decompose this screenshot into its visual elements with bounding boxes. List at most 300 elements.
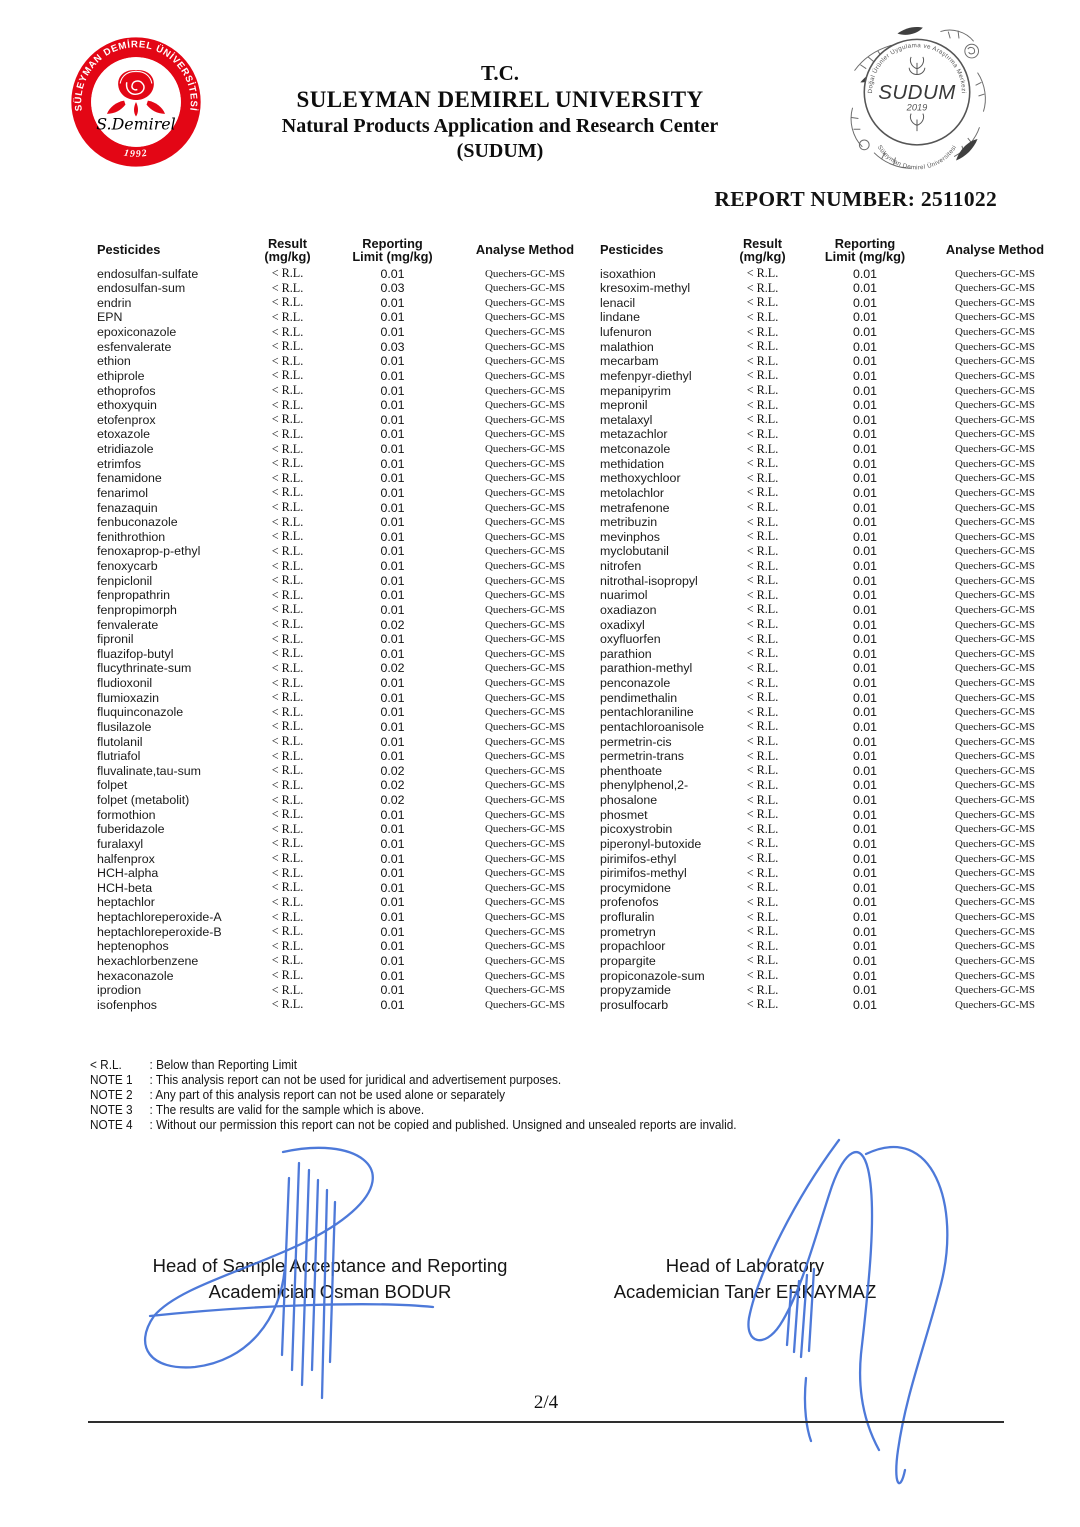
- reporting-limit-value: 0.01: [852, 676, 878, 690]
- result-value: < R.L.: [746, 748, 779, 763]
- table-row: [97, 573, 580, 588]
- result-value: < R.L.: [746, 675, 779, 690]
- table-row: [97, 851, 580, 866]
- pesticide-name: hexaconazole: [97, 968, 174, 983]
- column-header-result-line2: (mg/kg): [264, 249, 311, 264]
- reporting-limit-value: 0.01: [380, 895, 405, 910]
- table-row: [600, 719, 1050, 734]
- analyse-method-value: Quechers-GC-MS: [954, 969, 1036, 982]
- reporting-limit-value: 0.01: [380, 734, 405, 749]
- university-seal-year: 1992: [123, 147, 149, 160]
- result-value: < R.L.: [746, 924, 779, 939]
- sudum-seal-name: SUDUM: [878, 80, 956, 104]
- reporting-limit-value: 0.01: [852, 266, 878, 281]
- result-value: < R.L.: [746, 807, 779, 822]
- result-value: < R.L.: [271, 865, 304, 880]
- result-value: < R.L.: [271, 792, 304, 807]
- pesticide-name: picoxystrobin: [600, 822, 673, 837]
- analyse-method-value: Quechers-GC-MS: [954, 589, 1036, 602]
- pesticide-name: profluralin: [600, 910, 655, 924]
- table-header: [97, 234, 580, 266]
- pesticide-name: nitrothal-isopropyl: [600, 573, 698, 588]
- analyse-method-value: Quechers-GC-MS: [954, 881, 1036, 894]
- pesticide-name: fluvalinate,tau-sum: [97, 763, 201, 778]
- table-row: [600, 939, 1050, 954]
- reporting-limit-value: 0.01: [852, 836, 878, 851]
- footer-divider: [88, 1421, 1004, 1423]
- founder-signature-text: S.Demirel: [96, 114, 176, 134]
- table-row: [600, 281, 1050, 296]
- result-value: < R.L.: [271, 734, 304, 748]
- result-value: < R.L.: [271, 602, 304, 617]
- pesticide-name: flucythrinate-sum: [97, 661, 192, 676]
- table-row: [97, 661, 580, 676]
- column-header-limit-line1: Reporting: [362, 235, 423, 251]
- table-row: [600, 602, 1050, 617]
- pesticide-name: EPN: [97, 310, 123, 325]
- reporting-limit-value: 0.01: [380, 368, 405, 383]
- table-row: [97, 500, 580, 515]
- result-value: < R.L.: [271, 704, 304, 719]
- result-value: < R.L.: [746, 982, 779, 997]
- analyse-method-value: Quechers-GC-MS: [484, 282, 566, 295]
- column-header-analyse-method: Analyse Method: [475, 242, 575, 258]
- reporting-limit-value: 0.01: [852, 383, 878, 398]
- pesticide-name: kresoxim-methyl: [600, 281, 691, 296]
- note-line: [90, 1103, 737, 1118]
- signature-ink-right: [748, 1140, 947, 1483]
- pesticide-name: lenacil: [600, 295, 636, 310]
- reporting-limit-value: 0.01: [852, 939, 878, 954]
- reporting-limit-value: 0.01: [380, 325, 405, 339]
- analyse-method-value: Quechers-GC-MS: [954, 384, 1036, 397]
- reporting-limit-value: 0.01: [380, 851, 405, 866]
- reporting-limit-value: 0.01: [380, 749, 405, 764]
- analyse-method-value: Quechers-GC-MS: [484, 706, 566, 719]
- result-value: < R.L.: [271, 543, 304, 558]
- column-header-result-line2: (mg/kg): [739, 249, 786, 264]
- reporting-limit-value: 0.01: [852, 529, 878, 544]
- analyse-method-value: Quechers-GC-MS: [484, 355, 566, 368]
- reporting-limit-value: 0.01: [852, 983, 878, 998]
- reporting-limit-value: 0.01: [380, 968, 405, 983]
- result-value: < R.L.: [746, 295, 779, 310]
- reporting-limit-value: 0.01: [852, 793, 878, 807]
- result-value: < R.L.: [271, 309, 304, 324]
- result-value: < R.L.: [271, 339, 304, 354]
- result-value: < R.L.: [271, 485, 304, 500]
- reporting-limit-value: 0.01: [852, 807, 878, 822]
- table-row: [97, 705, 580, 720]
- result-value: < R.L.: [271, 748, 304, 763]
- analyse-method-value: Quechers-GC-MS: [484, 296, 566, 309]
- result-value: < R.L.: [271, 617, 304, 631]
- analyse-method-value: Quechers-GC-MS: [484, 369, 566, 382]
- table-row: [97, 412, 580, 427]
- result-value: < R.L.: [271, 660, 304, 675]
- table-row: [97, 310, 580, 325]
- pesticide-name: endosulfan-sulfate: [97, 266, 199, 281]
- table-row: [600, 368, 1050, 383]
- analyse-method-value: Quechers-GC-MS: [484, 560, 566, 572]
- analyse-method-value: Quechers-GC-MS: [954, 662, 1036, 675]
- table-row: [600, 456, 1050, 471]
- pesticide-name: isofenphos: [97, 997, 157, 1012]
- analyse-method-value: Quechers-GC-MS: [954, 486, 1036, 499]
- signature-right-name: Academician Taner ERKAYMAZ: [613, 1280, 877, 1302]
- result-value: < R.L.: [271, 690, 304, 705]
- note-line: [90, 1073, 737, 1088]
- result-value: < R.L.: [271, 982, 304, 997]
- analyse-method-value: Quechers-GC-MS: [484, 735, 566, 748]
- pesticide-name: mecarbam: [600, 354, 659, 369]
- pesticide-name: metconazole: [600, 442, 671, 456]
- university-seal-logo: [70, 36, 202, 168]
- pesticide-name: isoxathion: [600, 266, 656, 281]
- reporting-limit-value: 0.01: [852, 749, 878, 764]
- reporting-limit-value: 0.01: [852, 880, 878, 895]
- reporting-limit-value: 0.01: [852, 339, 878, 354]
- table-row: [600, 924, 1050, 939]
- table-row: [600, 632, 1050, 647]
- table-row: [600, 485, 1050, 500]
- pesticide-name: parathion: [600, 646, 652, 661]
- reporting-limit-value: 0.01: [852, 910, 878, 924]
- analyse-method-value: Quechers-GC-MS: [484, 603, 566, 616]
- column-header-reporting-limit: [790, 237, 940, 264]
- page-number: 2/4: [533, 1392, 559, 1413]
- result-value: < R.L.: [271, 880, 304, 895]
- note-term: NOTE 4: [90, 1117, 133, 1132]
- result-value: < R.L.: [746, 836, 779, 851]
- pesticide-name: heptachloreperoxide-B: [97, 924, 222, 939]
- pesticide-name: procymidone: [600, 880, 671, 895]
- result-value: < R.L.: [271, 777, 304, 792]
- table-row: [600, 573, 1050, 588]
- reporting-limit-value: 0.01: [852, 442, 878, 456]
- table-row: [97, 646, 580, 661]
- pesticide-name: propachloor: [600, 939, 666, 954]
- table-row: [97, 836, 580, 851]
- analyse-method-value: Quechers-GC-MS: [954, 399, 1036, 412]
- result-value: < R.L.: [271, 266, 304, 280]
- pesticide-name: fuberidazole: [97, 822, 165, 837]
- analyse-method-value: Quechers-GC-MS: [484, 969, 566, 982]
- pesticide-name: metrafenone: [600, 500, 670, 515]
- analyse-method-value: Quechers-GC-MS: [954, 618, 1036, 631]
- pesticide-name: phosalone: [600, 793, 658, 807]
- result-value: < R.L.: [271, 514, 304, 529]
- result-value: < R.L.: [271, 719, 304, 734]
- analyse-method-value: Quechers-GC-MS: [484, 954, 566, 967]
- reporting-limit-value: 0.01: [380, 602, 405, 617]
- header-sudum-line: (SUDUM): [456, 140, 544, 162]
- reporting-limit-value: 0.01: [380, 822, 405, 837]
- table-row: [600, 836, 1050, 851]
- pesticide-name: phenylphenol,2-: [600, 778, 689, 793]
- table-row: [97, 281, 580, 296]
- table-row: [97, 339, 580, 354]
- result-value: < R.L.: [271, 851, 304, 865]
- reporting-limit-value: 0.01: [380, 705, 405, 720]
- analyse-method-value: Quechers-GC-MS: [484, 852, 566, 865]
- reporting-limit-value: 0.01: [380, 588, 405, 603]
- analyse-method-value: Quechers-GC-MS: [484, 837, 566, 850]
- analyse-method-value: Quechers-GC-MS: [954, 413, 1036, 426]
- analyse-method-value: Quechers-GC-MS: [484, 867, 566, 880]
- pesticide-name: lufenuron: [600, 325, 652, 339]
- reporting-limit-value: 0.01: [852, 310, 878, 325]
- analyse-method-value: Quechers-GC-MS: [954, 808, 1036, 821]
- reporting-limit-value: 0.01: [380, 880, 405, 895]
- analyse-method-value: Quechers-GC-MS: [954, 998, 1036, 1011]
- table-row: [600, 822, 1050, 837]
- analyse-method-value: Quechers-GC-MS: [484, 326, 566, 338]
- result-value: < R.L.: [746, 690, 779, 705]
- analyse-method-value: Quechers-GC-MS: [484, 984, 566, 997]
- pesticide-name: pentachloroanisole: [600, 719, 705, 734]
- note-text: : This analysis report can not be used for juridical and advertisement purposes.: [149, 1072, 562, 1087]
- note-text: : Below than Reporting Limit: [149, 1058, 298, 1072]
- pesticide-name: penconazole: [600, 676, 671, 690]
- reporting-limit-value: 0.01: [852, 354, 878, 369]
- result-value: < R.L.: [746, 529, 779, 544]
- pesticide-name: flumioxazin: [97, 690, 159, 705]
- analyse-method-value: Quechers-GC-MS: [954, 428, 1036, 441]
- reporting-limit-value: 0.01: [380, 924, 405, 939]
- result-value: < R.L.: [271, 997, 304, 1012]
- analyse-method-value: Quechers-GC-MS: [484, 574, 566, 587]
- reporting-limit-value: 0.01: [852, 471, 878, 486]
- reporting-limit-value: 0.01: [852, 588, 878, 603]
- table-row: [600, 588, 1050, 603]
- analyse-method-value: Quechers-GC-MS: [484, 677, 566, 689]
- pesticide-name: ethoprofos: [97, 383, 156, 398]
- reporting-limit-value: 0.02: [380, 661, 405, 676]
- analyse-method-value: Quechers-GC-MS: [954, 282, 1036, 295]
- reporting-limit-value: 0.01: [852, 427, 878, 442]
- pesticide-name: mevinphos: [600, 529, 660, 544]
- reporting-limit-value: 0.01: [852, 734, 878, 749]
- university-seal-ring-text: SÜLEYMAN DEMİREL ÜNİVERSİTESİ: [73, 39, 199, 112]
- pesticide-name: lindane: [600, 310, 640, 325]
- table-row: [600, 983, 1050, 998]
- table-row: [600, 749, 1050, 764]
- pesticide-name: hexachlorbenzene: [97, 953, 199, 968]
- reporting-limit-value: 0.01: [852, 705, 878, 720]
- table-row: [97, 515, 580, 530]
- pesticide-name: nitrofen: [600, 559, 642, 573]
- result-value: < R.L.: [271, 909, 304, 924]
- pesticide-name: heptachloreperoxide-A: [97, 910, 222, 924]
- analyse-method-value: Quechers-GC-MS: [954, 443, 1036, 455]
- pesticide-name: endosulfan-sum: [97, 281, 186, 296]
- result-value: < R.L.: [746, 865, 779, 880]
- table-row: [97, 559, 580, 574]
- analyse-method-value: Quechers-GC-MS: [484, 779, 566, 792]
- note-term: NOTE 1: [90, 1072, 133, 1087]
- table-row: [97, 368, 580, 383]
- signature-left-name: Academician Osman BODUR: [208, 1280, 452, 1302]
- pesticide-name: permetrin-trans: [600, 749, 685, 764]
- reporting-limit-value: 0.01: [380, 500, 405, 515]
- result-value: < R.L.: [746, 383, 779, 397]
- analyse-method-value: Quechers-GC-MS: [484, 750, 566, 763]
- reporting-limit-value: 0.02: [380, 778, 405, 793]
- pesticide-name: fipronil: [97, 632, 134, 647]
- analyse-method-value: Quechers-GC-MS: [954, 911, 1036, 923]
- table-row: [600, 354, 1050, 369]
- reporting-limit-value: 0.01: [380, 383, 405, 398]
- result-value: < R.L.: [271, 675, 304, 690]
- pesticide-name: fenarimol: [97, 485, 148, 500]
- result-value: < R.L.: [746, 602, 779, 617]
- table-row: [600, 953, 1050, 968]
- result-value: < R.L.: [746, 426, 779, 441]
- table-row: [97, 910, 580, 925]
- pesticide-name: propyzamide: [600, 983, 671, 998]
- result-value: < R.L.: [271, 353, 304, 368]
- result-value: < R.L.: [746, 617, 779, 631]
- analyse-method-value: Quechers-GC-MS: [484, 589, 566, 602]
- result-value: < R.L.: [746, 266, 779, 280]
- table-row: [97, 485, 580, 500]
- table-row: [600, 295, 1050, 310]
- analyse-method-value: Quechers-GC-MS: [954, 720, 1036, 733]
- table-row: [600, 500, 1050, 515]
- column-header-result-line1: Result: [742, 235, 783, 251]
- reporting-limit-value: 0.01: [852, 398, 878, 413]
- signature-right-title: Head of Laboratory: [665, 1255, 825, 1276]
- pesticide-name: pendimethalin: [600, 690, 678, 705]
- table-row: [600, 676, 1050, 691]
- reporting-limit-value: 0.01: [380, 646, 405, 661]
- reporting-limit-value: 0.01: [852, 281, 878, 296]
- analyse-method-value: Quechers-GC-MS: [954, 735, 1036, 748]
- table-row: [600, 471, 1050, 486]
- reporting-limit-value: 0.01: [852, 924, 878, 939]
- result-value: < R.L.: [746, 573, 779, 588]
- result-value: < R.L.: [271, 529, 304, 544]
- pesticide-name: mefenpyr-diethyl: [600, 368, 692, 383]
- analyse-method-value: Quechers-GC-MS: [954, 574, 1036, 587]
- result-value: < R.L.: [746, 470, 779, 485]
- table-row: [600, 880, 1050, 895]
- result-value: < R.L.: [271, 938, 304, 953]
- analyse-method-value: Quechers-GC-MS: [954, 603, 1036, 616]
- column-header-pesticides: Pesticides: [600, 242, 664, 258]
- table-row: [97, 456, 580, 471]
- table-row: [97, 924, 580, 939]
- column-header-result: [260, 237, 315, 264]
- result-value: < R.L.: [271, 924, 304, 939]
- pesticide-name: fluazifop-butyl: [97, 646, 174, 661]
- result-value: < R.L.: [271, 397, 304, 412]
- analyse-method-value: Quechers-GC-MS: [484, 662, 566, 675]
- analyse-method-value: Quechers-GC-MS: [954, 355, 1036, 368]
- analyse-method-value: Quechers-GC-MS: [954, 340, 1036, 353]
- column-header-limit-line2: Limit (mg/kg): [824, 249, 906, 264]
- table-row: [600, 529, 1050, 544]
- pesticide-name: propiconazole-sum: [600, 968, 705, 983]
- reporting-limit-value: 0.01: [380, 807, 405, 822]
- note-text: : Any part of this analysis report can not be used alone or separately: [149, 1087, 506, 1102]
- pesticide-name: ethiprole: [97, 368, 145, 383]
- table-row: [600, 398, 1050, 413]
- table-row: [97, 895, 580, 910]
- table-row: [97, 602, 580, 617]
- result-value: < R.L.: [271, 558, 304, 573]
- result-value: < R.L.: [746, 412, 779, 427]
- table-row: [600, 383, 1050, 398]
- reporting-limit-value: 0.01: [852, 646, 878, 661]
- analyse-method-value: Quechers-GC-MS: [484, 925, 566, 938]
- table-row: [600, 734, 1050, 749]
- result-value: < R.L.: [746, 909, 779, 924]
- header-tc-line: T.C.: [480, 61, 520, 85]
- reporting-limit-value: 0.03: [380, 281, 405, 296]
- result-value: < R.L.: [271, 456, 304, 471]
- table-row: [600, 690, 1050, 705]
- result-value: < R.L.: [746, 280, 779, 295]
- note-text: : Without our permission this report can not be copied and published. Unsigned and unsealed reports are invalid.: [149, 1117, 737, 1132]
- analyse-method-value: Quechers-GC-MS: [484, 399, 566, 412]
- column-header-reporting-limit: [315, 237, 470, 264]
- sudum-seal-bottom-text: Süleyman Demirel Üniversitesi: [875, 143, 959, 172]
- analyse-method-value: Quechers-GC-MS: [484, 516, 566, 529]
- result-value: < R.L.: [271, 470, 304, 485]
- pesticide-name: oxadiazon: [600, 602, 657, 617]
- analyse-method-value: Quechers-GC-MS: [954, 984, 1036, 997]
- pesticide-name: flutriafol: [97, 749, 141, 764]
- sudum-seal-top-text: Doğal Ürünler Uygulama ve Araştırma Merkezi: [867, 42, 967, 94]
- pesticide-name: fenpiclonil: [97, 573, 153, 588]
- reporting-limit-value: 0.01: [380, 983, 405, 998]
- table-row: [97, 471, 580, 486]
- table-row: [600, 559, 1050, 574]
- result-value: < R.L.: [746, 514, 779, 529]
- pesticide-name: folpet (metabolit): [97, 793, 190, 807]
- result-value: < R.L.: [746, 397, 779, 412]
- pesticide-name: furalaxyl: [97, 836, 144, 851]
- result-value: < R.L.: [746, 734, 779, 748]
- pesticide-name: parathion-methyl: [600, 661, 693, 676]
- pesticide-name: ethoxyquin: [97, 398, 157, 413]
- reporting-limit-value: 0.03: [380, 339, 405, 354]
- reporting-limit-value: 0.01: [380, 427, 405, 442]
- table-row: [97, 983, 580, 998]
- result-value: < R.L.: [271, 383, 304, 397]
- result-value: < R.L.: [746, 309, 779, 324]
- table-row: [97, 749, 580, 764]
- table-row: [97, 544, 580, 559]
- pesticide-name: fenithrothion: [97, 529, 166, 544]
- table-row: [600, 661, 1050, 676]
- analyse-method-value: Quechers-GC-MS: [954, 677, 1036, 689]
- reporting-limit-value: 0.01: [380, 354, 405, 369]
- result-value: < R.L.: [746, 339, 779, 354]
- pesticide-name: esfenvalerate: [97, 339, 172, 354]
- pesticide-name: formothion: [97, 807, 156, 822]
- reporting-limit-value: 0.01: [380, 939, 405, 954]
- table-row: [600, 968, 1050, 983]
- pesticide-name: metalaxyl: [600, 412, 653, 427]
- analyse-method-value: Quechers-GC-MS: [954, 706, 1036, 719]
- column-header-result-line1: Result: [267, 235, 308, 251]
- analyse-method-value: Quechers-GC-MS: [954, 530, 1036, 543]
- reporting-limit-value: 0.02: [380, 793, 405, 807]
- table-row: [600, 646, 1050, 661]
